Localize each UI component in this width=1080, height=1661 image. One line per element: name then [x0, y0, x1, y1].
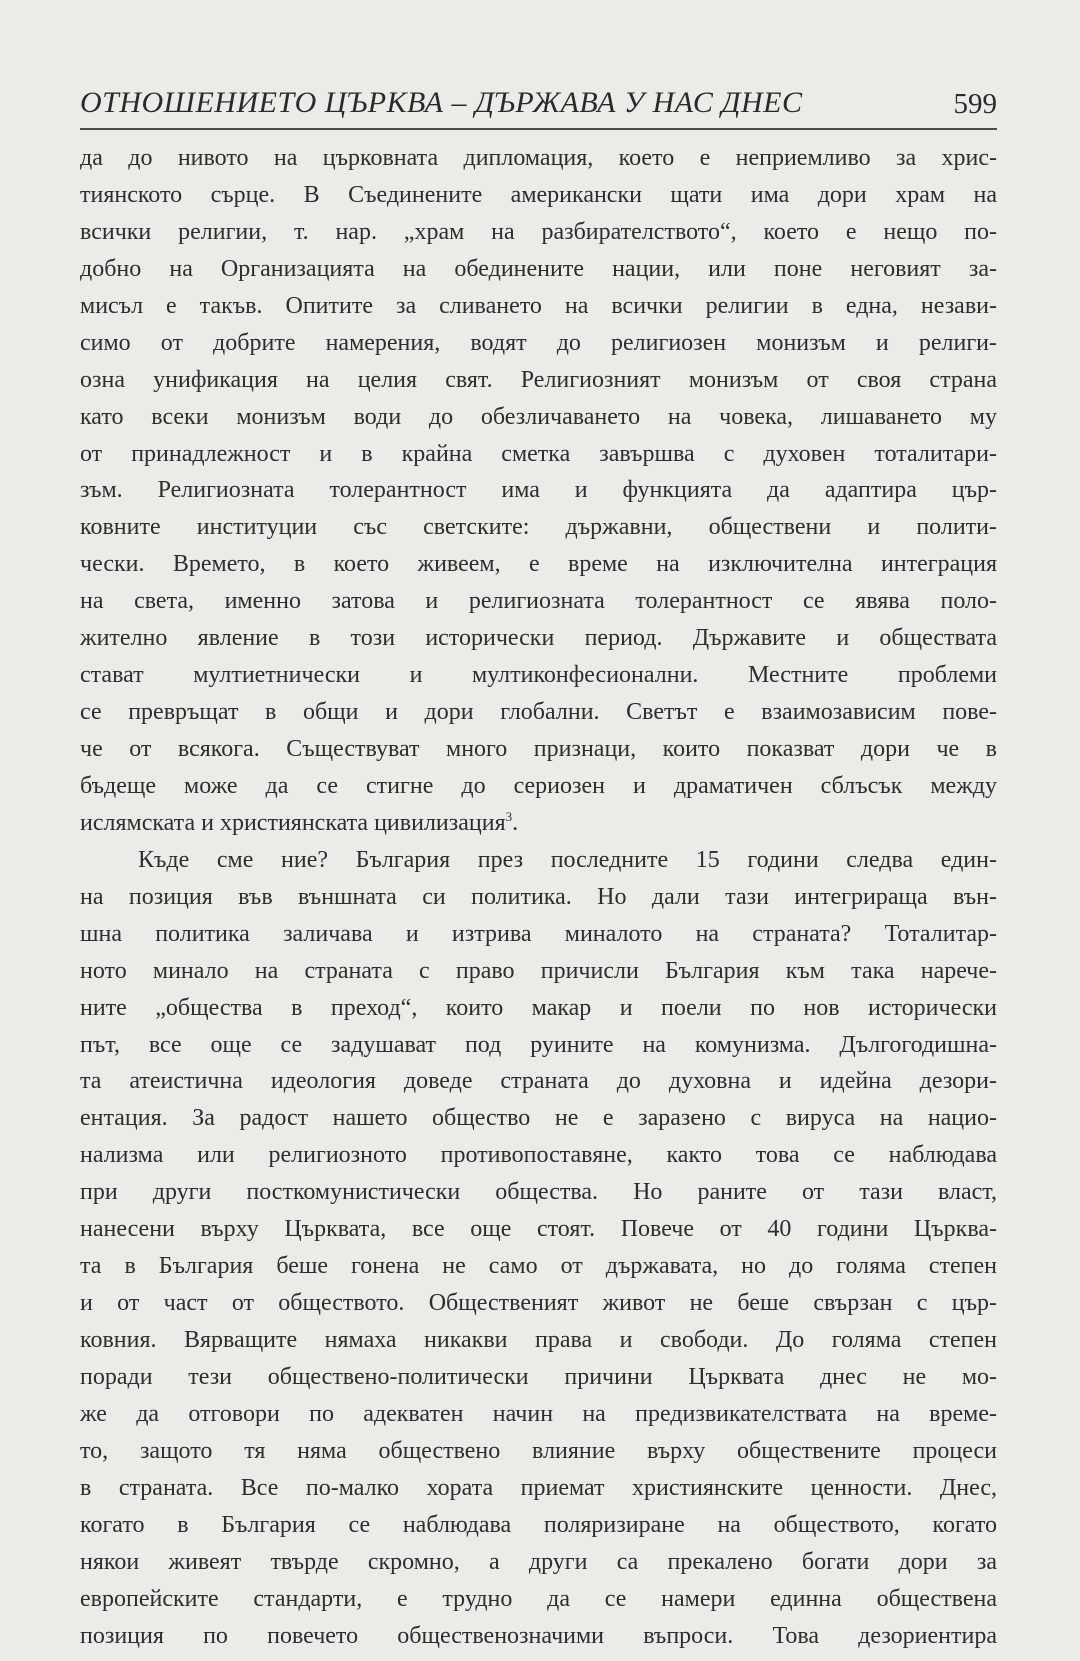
text-line-first: Къде сме ние? България през последните 15 години следва един-	[138, 846, 997, 873]
running-header	[80, 78, 997, 130]
text-line: то, защото тя няма обществено влияние върху обществените процеси	[80, 1437, 997, 1464]
text-line: зъм. Религиозната толерантност има и функцията да адаптира цър-	[80, 477, 997, 504]
body-text	[80, 140, 997, 1654]
text-line: ковните институции със светските: държавни, обществени и полити-	[80, 514, 997, 541]
text-line: шна политика заличава и изтрива миналото на страната? Тоталитар-	[80, 920, 997, 947]
text-line: при други посткомунистически общества. Но раните от тази власт,	[80, 1179, 997, 1206]
text-line: ното минало на страната с право причисли България към така нарече-	[80, 957, 997, 984]
page-number: 599	[953, 88, 997, 120]
footnote-marker[interactable]: 3	[505, 808, 513, 824]
text-line: и от част от обществото. Общественият живот не беше свързан с цър-	[80, 1290, 997, 1317]
text-line: европейските стандарти, е трудно да се намери единна обществена	[80, 1585, 997, 1612]
text-line: на света, именно затова и религиозната толерантност се явява поло-	[80, 588, 997, 615]
text-line-last	[80, 805, 997, 842]
text-line: та в България беше гонена не само от държавата, но до голяма степен	[80, 1253, 997, 1280]
text-line: же да отговори по адекватен начин на предизвикателствата на време-	[80, 1400, 997, 1427]
running-title: ОТНОШЕНИЕТО ЦЪРКВА – ДЪРЖАВА У НАС ДНЕС	[80, 86, 803, 119]
text-line: когато в България се наблюдава поляризиране на обществото, когато	[80, 1511, 997, 1538]
text-line: жително явление в този исторически период. Държавите и обществата	[80, 625, 997, 652]
text-line: озна унификация на целия свят. Религиозният монизъм от своя страна	[80, 366, 997, 393]
text-line: тиянското сърце. В Съединените американски щати има дори храм на	[80, 181, 997, 208]
text-line: добно на Организацията на обединените нации, или поне неговият за-	[80, 255, 997, 282]
text-line: някои живеят твърде скромно, а други са прекалено богати дори за	[80, 1548, 997, 1575]
text-line: симо от добрите намерения, водят до религиозен монизъм и религи-	[80, 329, 997, 356]
text-line: ковния. Вярващите нямаха никакви права и свободи. До голяма степен	[80, 1327, 997, 1353]
text-line: като всеки монизъм води до обезличаването на човека, лишаването му	[80, 403, 997, 430]
text-line-content: ислямската и християнската цивилизация	[80, 809, 506, 836]
text-line: мисъл е такъв. Опитите за сливането на всички религии в една, незави-	[80, 292, 997, 319]
text-line: та атеистична идеология доведе страната до духовна и идейна дезори-	[80, 1068, 997, 1095]
paragraph	[80, 842, 997, 1655]
text-line: ентация. За радост нашето общество не е заразено с вируса на нацио-	[80, 1105, 997, 1132]
text-line: нанесени върху Църквата, все още стоят. Повече от 40 години Църква-	[80, 1216, 997, 1243]
text-line: всички религии, т. нар. „храм на разбирателството“, което е нещо по-	[80, 218, 997, 245]
sentence-end: .	[512, 809, 519, 836]
text-line: от принадлежност и в крайна сметка завършва с духовен тоталитари-	[80, 440, 997, 467]
text-line: път, все още се задушават под руините на комунизма. Дългогодишна-	[80, 1031, 997, 1058]
text-line: да до нивото на църковната дипломация, което е неприемливо за хрис-	[80, 145, 997, 171]
text-line: че от всякога. Съществуват много признаци, които показват дори че в	[80, 736, 997, 762]
text-line: се превръщат в общи и дори глобални. Светът е взаимозависим пове-	[80, 699, 997, 726]
text-line: ните „общества в преход“, които макар и поели по нов исторически	[80, 994, 997, 1021]
text-line: на позиция във външната си политика. Но дали тази интегрираща вън-	[80, 883, 997, 910]
text-line: позиция по повечето общественозначими въпроси. Това дезориентира	[80, 1622, 997, 1649]
text-line: поради тези обществено-политически причини Църквата днес не мо-	[80, 1363, 997, 1390]
text-line: нализма или религиозното противопоставяне, както това се наблюдава	[80, 1142, 997, 1169]
text-line: бъдеще може да се стигне до сериозен и драматичен сблъсък между	[80, 772, 997, 799]
text-line: стават мултиетнически и мултиконфесионални. Местните проблеми	[80, 662, 997, 689]
text-line: чески. Времето, в което живеем, е време на изключителна интеграция	[80, 551, 997, 578]
paragraph	[80, 140, 997, 842]
text-line: в страната. Все по-малко хората приемат християнските ценности. Днес,	[80, 1474, 997, 1501]
